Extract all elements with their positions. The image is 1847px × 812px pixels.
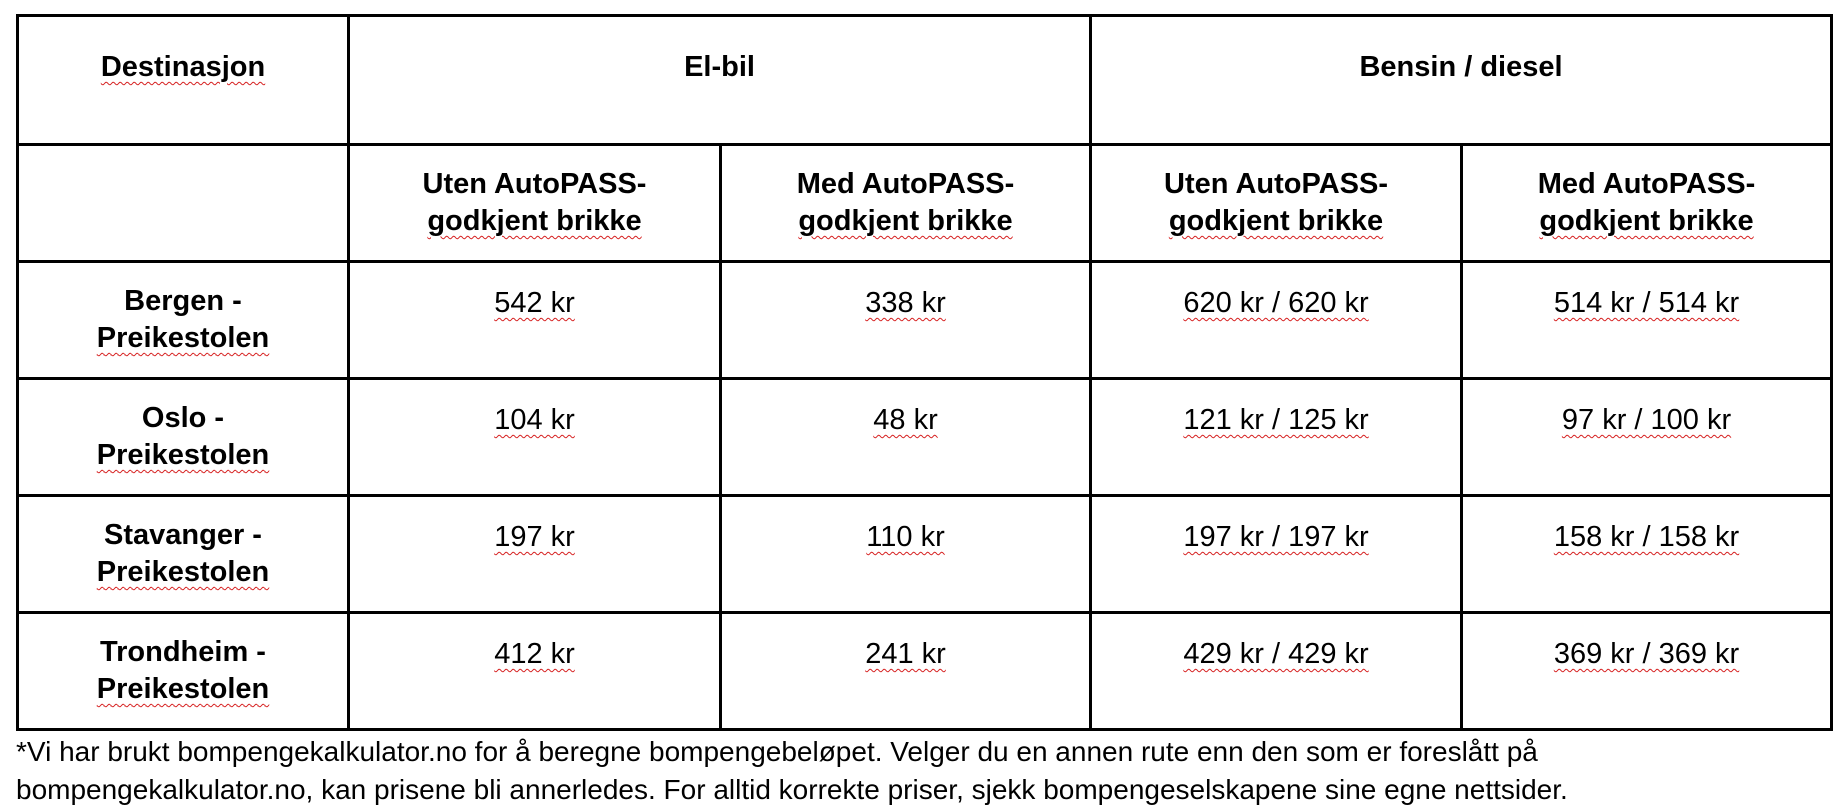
footnote-line1: *Vi har brukt bompengekalkulator.no for å beregne bompengebeløpet. Velger du en annen rute enn den som er foreslått på xyxy=(16,736,1538,767)
subheader-line1: Med AutoPASS- xyxy=(1537,168,1756,200)
destination-cell xyxy=(18,262,349,379)
header-elbil-label: El-bil xyxy=(684,51,755,83)
price-fuel-uten: 620 kr / 620 kr xyxy=(1091,262,1462,379)
price-el-uten: 197 kr xyxy=(349,496,721,613)
header-elbil xyxy=(349,16,1091,145)
price-el-uten: 104 kr xyxy=(349,379,721,496)
price-el-med: 48 kr xyxy=(721,379,1091,496)
destination-from: Oslo - xyxy=(141,402,225,434)
subheader-fuel-uten xyxy=(1091,145,1462,262)
destination-from: Trondheim - xyxy=(100,636,266,668)
footnote-line2: bompengekalkulator.no, kan prisene bli annerledes. For alltid korrekte priser, sjekk bompengeselskapene sine egne nettsider. xyxy=(16,774,1568,805)
header-destination-label: Destinasjon xyxy=(100,51,266,83)
destination-cell xyxy=(18,379,349,496)
subheader-el-uten xyxy=(349,145,721,262)
table-row xyxy=(18,262,1832,379)
price-fuel-uten: 121 kr / 125 kr xyxy=(1091,379,1462,496)
price-el-uten: 542 kr xyxy=(349,262,721,379)
subheader-line1: Uten AutoPASS- xyxy=(1164,168,1388,200)
price-el-med: 110 kr xyxy=(721,496,1091,613)
table-header-row xyxy=(18,16,1832,145)
header-destination xyxy=(18,16,349,145)
destination-cell xyxy=(18,613,349,730)
price-fuel-med: 158 kr / 158 kr xyxy=(1462,496,1832,613)
table-row xyxy=(18,379,1832,496)
subheader-line2: godkjent brikke xyxy=(427,205,642,237)
subheader-line2: godkjent brikke xyxy=(1168,205,1384,237)
price-fuel-med: 97 kr / 100 kr xyxy=(1462,379,1832,496)
subheader-line1: Med AutoPASS- xyxy=(796,168,1015,200)
price-el-med: 338 kr xyxy=(721,262,1091,379)
subheader-line1: Uten AutoPASS- xyxy=(422,168,647,200)
destination-to: Preikestolen xyxy=(96,673,270,705)
subheader-empty-cell xyxy=(18,145,349,262)
subheader-line2: godkjent brikke xyxy=(798,205,1013,237)
price-el-med: 241 kr xyxy=(721,613,1091,730)
destination-to: Preikestolen xyxy=(96,439,270,471)
price-el-uten: 412 kr xyxy=(349,613,721,730)
header-bensin-label: Bensin / diesel xyxy=(1359,51,1563,83)
price-fuel-med: 514 kr / 514 kr xyxy=(1462,262,1832,379)
table-subheader-row xyxy=(18,145,1832,262)
destination-to: Preikestolen xyxy=(96,322,270,354)
table-row xyxy=(18,613,1832,730)
table-row xyxy=(18,496,1832,613)
price-fuel-uten: 197 kr / 197 kr xyxy=(1091,496,1462,613)
destination-cell xyxy=(18,496,349,613)
subheader-fuel-med xyxy=(1462,145,1832,262)
destination-from: Bergen - xyxy=(124,285,242,317)
subheader-line2: godkjent brikke xyxy=(1539,205,1754,237)
toll-price-table xyxy=(16,14,1833,731)
subheader-el-med xyxy=(721,145,1091,262)
footnote xyxy=(16,733,1836,809)
price-fuel-med: 369 kr / 369 kr xyxy=(1462,613,1832,730)
price-fuel-uten: 429 kr / 429 kr xyxy=(1091,613,1462,730)
destination-to: Preikestolen xyxy=(96,556,270,588)
header-bensin-diesel xyxy=(1091,16,1832,145)
destination-from: Stavanger - xyxy=(104,519,262,551)
